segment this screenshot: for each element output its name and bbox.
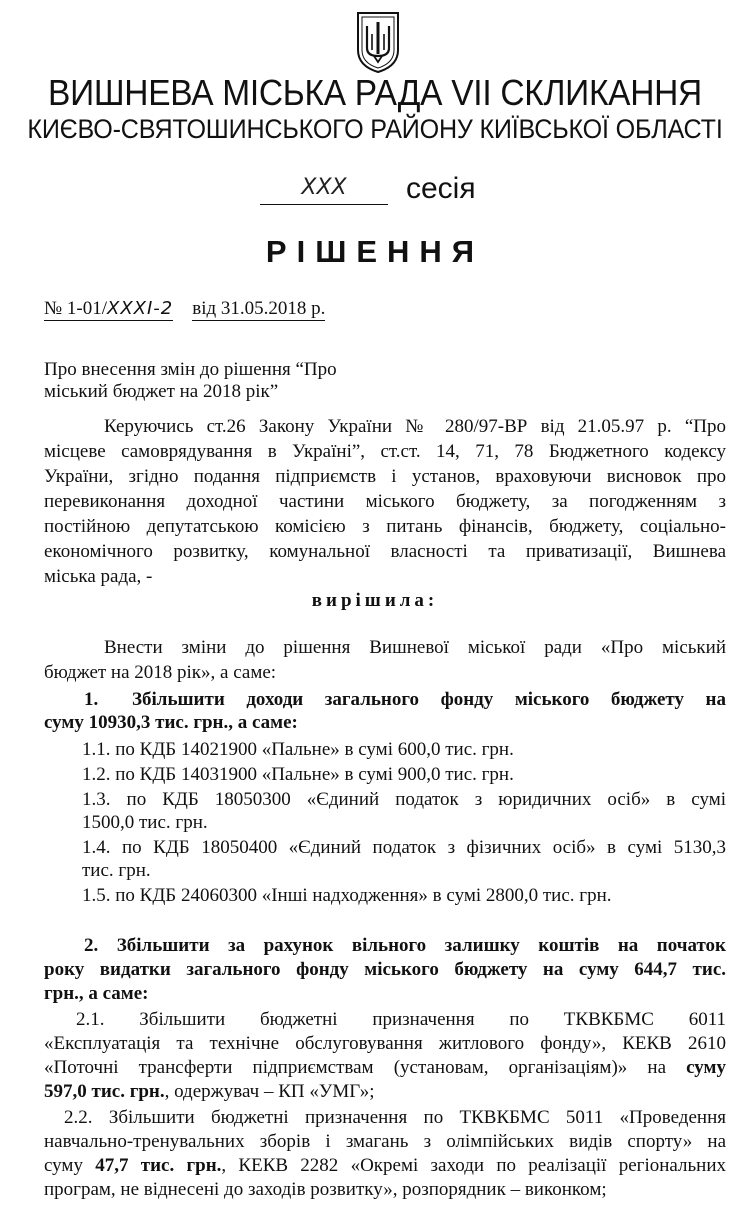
intro-line: Внести зміни до рішення Вишневої міської ради «Про міський <box>104 637 726 658</box>
decision-number-handwritten: XXXI-2 <box>106 298 174 319</box>
section1-item: 1.1. по КДБ 14021900 «Пальне» в сумі 600,0 тис. грн. <box>82 739 514 760</box>
decision-number <box>44 298 173 321</box>
trident-coat-of-arms-icon <box>355 10 401 74</box>
section1-number: 1. <box>84 689 99 710</box>
council-name: ВИШНЕВА МІСЬКА РАДА VII СКЛИКАННЯ <box>48 72 702 113</box>
session-number: XXX <box>260 170 388 205</box>
section2-item1-line <box>44 1056 726 1079</box>
section2-item2-line: навчально-тренувальних зборів і змагань з олімпійських видів спорту» на <box>44 1131 726 1152</box>
council-district: КИЄВО-СВЯТОШИНСЬКОГО РАЙОНУ КИЇВСЬКОЇ ОБЛАСТІ <box>27 114 723 144</box>
preamble-line: постійною депутатською комісією з питань фінансів, бюджету, соціально- <box>44 516 726 537</box>
section2-item1-line <box>44 1080 375 1103</box>
preamble-line: перевиконання доходної частини міського бюджету, за погодженням з <box>44 491 726 512</box>
session-label: сесія <box>406 172 476 205</box>
subject-line: міський бюджет на 2018 рік” <box>44 381 279 402</box>
section1-item: тис. грн. <box>82 860 151 881</box>
section1-item: 1.3. по КДБ 18050300 «Єдиний податок з юридичних осіб» в сумі <box>82 789 726 810</box>
decision-date: від 31.05.2018 р. <box>192 298 326 319</box>
subject-line: Про внесення змін до рішення “Про <box>44 359 337 380</box>
text-run: «Поточні трансферти підприємствам (установам, організаціям)» на <box>44 1057 687 1078</box>
section1-item: 1.2. по КДБ 14031900 «Пальне» в сумі 900,0 тис. грн. <box>82 764 514 785</box>
section2-title: року видатки загального фонду міського бюджету на суму 644,7 тис. <box>44 959 726 980</box>
preamble-line: Керуючись ст.26 Закону України № 280/97-ВР від 21.05.97 р. “Про <box>104 416 726 437</box>
text-run-bold: 47,7 тис. грн. <box>95 1155 222 1176</box>
text-run: суму <box>44 1155 96 1176</box>
section1-title: суму 10930,3 тис. грн., а саме: <box>44 712 298 733</box>
section1-item: 1.4. по КДБ 18050400 «Єдиний податок з фізичних осіб» в сумі 5130,3 <box>82 837 726 858</box>
section2-item2-line: 2.2. Збільшити бюджетні призначення по ТКВКБМС 5011 «Проведення <box>64 1107 726 1128</box>
resolved-heading: вирішила: <box>311 590 439 611</box>
section2-title: грн., а саме: <box>44 983 149 1004</box>
decision-number-line <box>44 298 325 320</box>
section1-item: 1500,0 тис. грн. <box>82 812 208 833</box>
preamble-line: економічного розвитку, комунальної власності та приватизації, Вишнева <box>44 541 726 562</box>
preamble-line: України, згідно подання підприємств і установ, враховуючи висновок про <box>44 466 726 487</box>
text-run: , КЕКВ 2282 «Окремі заходи по реалізації регіональних <box>221 1155 726 1176</box>
section2-item1-line: 2.1. Збільшити бюджетні призначення по ТКВКБМС 6011 <box>76 1009 726 1030</box>
section1-item: 1.5. по КДБ 24060300 «Інші надходження» в сумі 2800,0 тис. грн. <box>82 885 612 906</box>
section2-item2-line: програм, не віднесені до заходів розвитку», розпорядник – виконком; <box>44 1179 607 1200</box>
decision-number-prefix: № 1-01/ <box>44 298 107 319</box>
preamble-line: міська рада, - <box>44 566 153 587</box>
intro-line: бюджет на 2018 рік», а саме: <box>44 662 277 683</box>
text-run-bold: суму <box>686 1057 726 1078</box>
text-run: , одержувач – КП «УМГ»; <box>164 1081 375 1102</box>
text-run-bold: 597,0 тис. грн. <box>44 1081 165 1102</box>
section2-item2-line <box>44 1154 726 1177</box>
section2-title: 2. Збільшити за рахунок вільного залишку коштів на початок <box>84 935 726 956</box>
section1-title: Збільшити доходи загального фонду міського бюджету на <box>132 689 726 710</box>
decision-heading: РІШЕННЯ <box>265 234 485 269</box>
section2-item1-line: «Експлуатація та технічне обслуговування житлового фонду», КЕКВ 2610 <box>44 1033 726 1054</box>
preamble-line: місцеве самоврядування в Україні”, ст.ст. 14, 71, 78 Бюджетного кодексу <box>44 441 726 462</box>
